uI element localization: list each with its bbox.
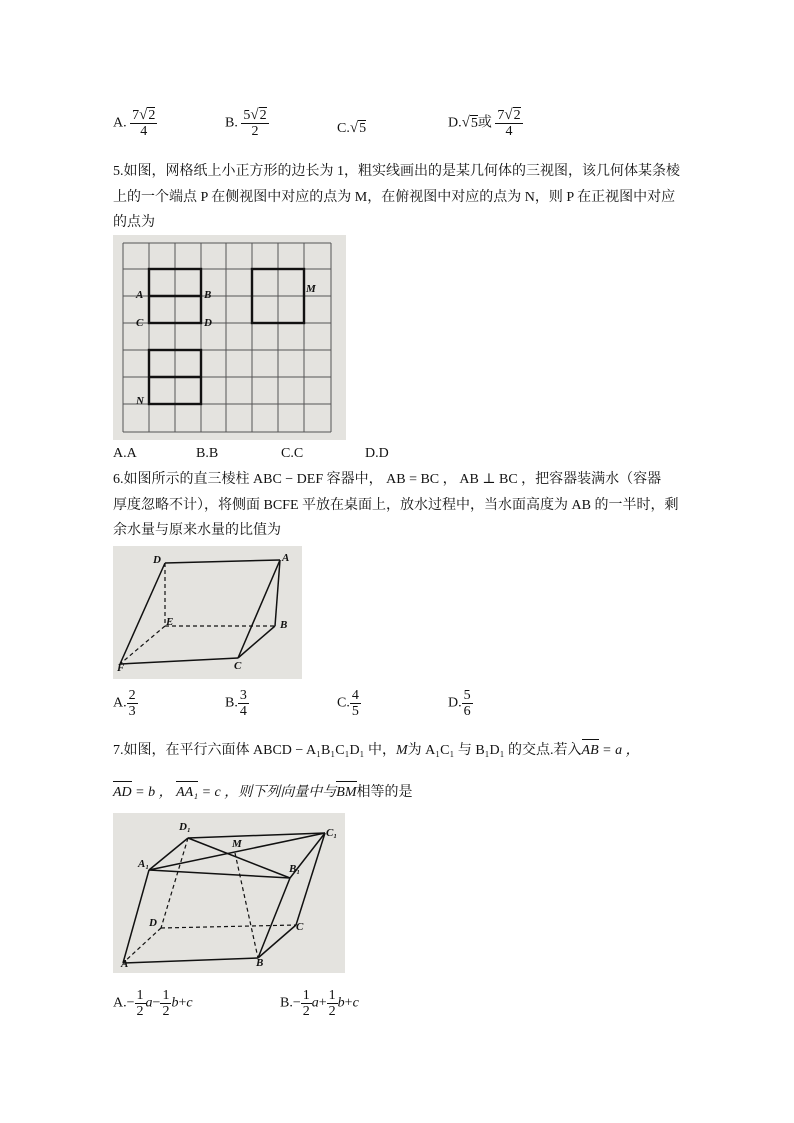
q5-label-c: C xyxy=(136,317,144,329)
q7-option-a: A.− $\frac{1}{2}$ a− $\frac{1}{2}$ b+c xyxy=(113,988,193,1019)
q5-label-d: D xyxy=(204,317,212,329)
q6-label-f: F xyxy=(117,662,125,674)
q4-option-d: D.√5或 $\frac{7√2}{4}$ xyxy=(448,107,521,139)
q6-prism-svg xyxy=(113,546,302,679)
q7-parallelepiped-figure xyxy=(113,813,345,973)
q7-option-b: B.− $\frac{1}{2}$ a+ $\frac{1}{2}$ b+c xyxy=(280,988,359,1019)
q6-option-c: C. $\frac{4}{5}$ xyxy=(337,688,359,719)
q5-option-a: A.A xyxy=(113,446,137,461)
q7-parallelepiped-svg xyxy=(113,813,345,973)
q6-option-b: B. $\frac{3}{4}$ xyxy=(225,688,247,719)
q5-label-n: N xyxy=(136,395,144,407)
q5-label-m: M xyxy=(306,283,316,295)
q5-option-d: D.D xyxy=(365,446,389,461)
q7-label-a: A xyxy=(121,958,129,970)
q7-label-m: M xyxy=(232,838,242,850)
q6-label-e: E xyxy=(166,616,174,628)
q5-option-b: B.B xyxy=(196,446,219,461)
q7-label-b1: B₁ xyxy=(289,863,301,875)
q4-option-c: C.√5 xyxy=(337,120,367,136)
q7-label-d1: D₁ xyxy=(179,821,191,833)
q5-label-b: B xyxy=(204,289,212,301)
q7-label-d: D xyxy=(149,917,157,929)
q5-label-a: A xyxy=(136,289,144,301)
q6-label-b: B xyxy=(280,619,288,631)
q7-label-c: C xyxy=(296,921,304,933)
q6-prism-figure xyxy=(113,546,302,679)
q5-line-1: 5.如图，网格纸上小正方形的边长为 1，粗实线画出的是某几何体的三视图，该几何体某条棱 xyxy=(113,164,680,179)
q6-line-2: 厚度忽略不计），将侧面 BCFE 平放在桌面上，放水过程中，当水面高度为 AB 的一半时，剩 xyxy=(113,498,679,513)
q5-grid-svg xyxy=(113,235,346,440)
q6-line-1: 6.如图所示的直三棱柱 ABC − DEF 容器中， AB = BC ， AB ⊥ BC ，把容器装满水（容器 xyxy=(113,472,662,487)
q7-line-1: 7.如图，在平行六面体 ABCD − A₁B₁C₁D₁ 中，M为 A₁C₁ 与 B₁D₁ 的交点.若入AB = a ， xyxy=(113,741,640,761)
q4-option-a: A. $\frac{7√2}{4}$ xyxy=(113,107,156,139)
q6-option-d: D. $\frac{5}{6}$ xyxy=(448,688,471,719)
q6-option-a: A. $\frac{2}{3}$ xyxy=(113,688,136,719)
q4-option-b: B. $\frac{5√2}{2}$ xyxy=(225,107,267,139)
q5-line-3: 的点为 xyxy=(113,215,155,230)
q6-label-d: D xyxy=(153,554,161,566)
q7-label-a1: A₁ xyxy=(138,858,150,870)
q6-line-3: 余水量与原来水量的比值为 xyxy=(113,523,281,538)
q7-line-2: AD = b ， AA₁ = c ，则下列向量中与BM相等的是 xyxy=(113,783,413,803)
q6-label-c: C xyxy=(234,660,242,672)
q5-line-2: 上的一个端点 P 在侧视图中对应的点为 M，在俯视图中对应的点为 N，则 P 在正视图中对应 xyxy=(113,190,676,205)
q6-label-a: A xyxy=(282,552,290,564)
q7-label-b: B xyxy=(256,957,264,969)
q7-label-c1: C₁ xyxy=(326,827,338,839)
q5-option-c: C.C xyxy=(281,446,304,461)
q5-three-view-grid-figure xyxy=(113,235,346,440)
